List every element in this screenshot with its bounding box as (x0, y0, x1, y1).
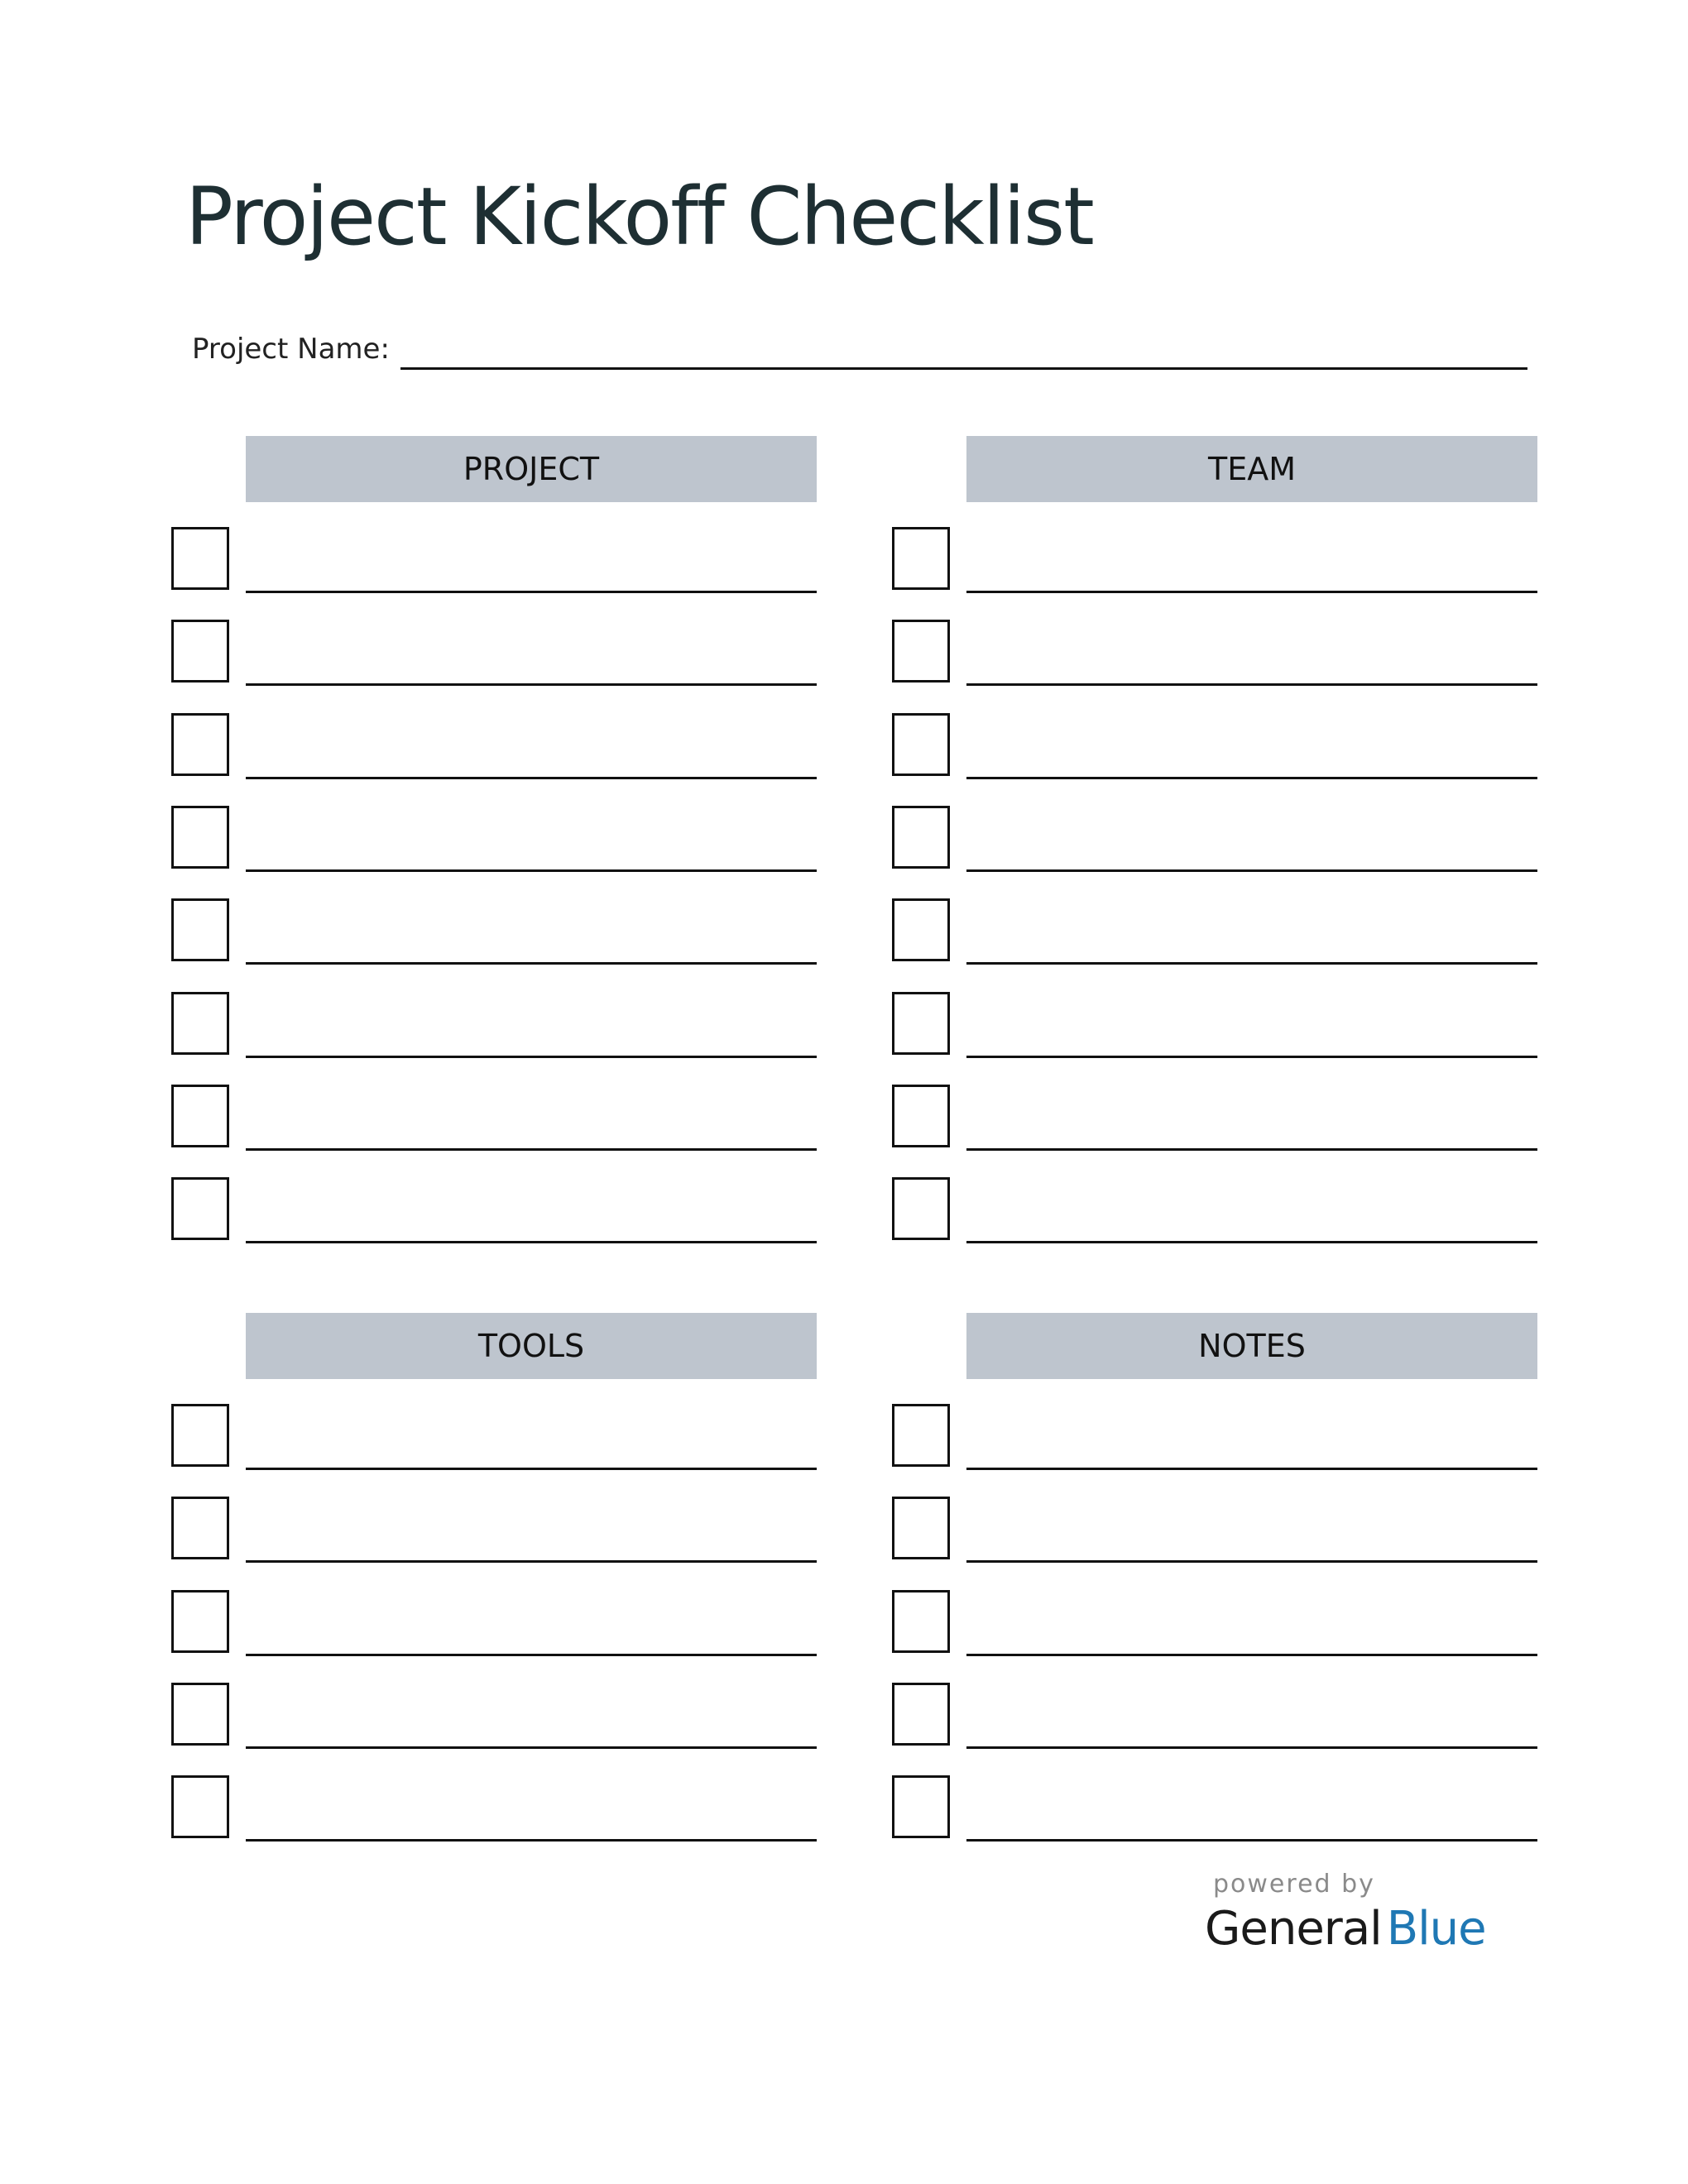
checkbox[interactable] (892, 713, 950, 776)
checkbox[interactable] (171, 527, 229, 590)
entry-line[interactable] (966, 1241, 1537, 1243)
checklist-row (892, 1497, 1537, 1564)
entry-line[interactable] (246, 683, 817, 686)
checklist-row (171, 1177, 817, 1245)
checklist-row (171, 1775, 817, 1843)
entry-line[interactable] (966, 1839, 1537, 1842)
checklist-row (892, 1590, 1537, 1658)
checkbox[interactable] (892, 1590, 950, 1653)
checkbox[interactable] (892, 898, 950, 961)
entry-line[interactable] (966, 777, 1537, 779)
page-title: Project Kickoff Checklist (185, 170, 1093, 263)
checklist-row (892, 713, 1537, 781)
entry-line[interactable] (246, 1241, 817, 1243)
checklist-row (171, 992, 817, 1060)
checklist-row (171, 1085, 817, 1152)
checklist-row (171, 806, 817, 874)
entry-line[interactable] (246, 1654, 817, 1656)
checkbox[interactable] (171, 1177, 229, 1240)
entry-line[interactable] (246, 1148, 817, 1151)
checklist-row (171, 713, 817, 781)
checklist-row (892, 1177, 1537, 1245)
checkbox[interactable] (171, 1775, 229, 1838)
entry-line[interactable] (246, 962, 817, 965)
checkbox[interactable] (171, 620, 229, 682)
checklist-row (892, 527, 1537, 595)
entry-line[interactable] (966, 1148, 1537, 1151)
checkbox[interactable] (171, 992, 229, 1055)
checkbox[interactable] (171, 1404, 229, 1467)
checkbox[interactable] (892, 620, 950, 682)
entry-line[interactable] (246, 591, 817, 593)
entry-line[interactable] (966, 1056, 1537, 1058)
checkbox[interactable] (892, 1775, 950, 1838)
project-name-label: Project Name: (192, 333, 390, 366)
entry-line[interactable] (966, 962, 1537, 965)
checklist-row (892, 620, 1537, 687)
entry-line[interactable] (966, 1746, 1537, 1749)
brand-blue: Blue (1386, 1902, 1486, 1956)
checklist-row (171, 1404, 817, 1472)
entry-line[interactable] (246, 869, 817, 872)
checkbox[interactable] (171, 1497, 229, 1559)
checkbox[interactable] (892, 1683, 950, 1746)
checklist-row (171, 1497, 817, 1564)
checklist-row (892, 992, 1537, 1060)
checkbox[interactable] (171, 713, 229, 776)
entry-line[interactable] (966, 869, 1537, 872)
entry-line[interactable] (966, 1468, 1537, 1470)
checklist-row (892, 1683, 1537, 1751)
section-header-notes: NOTES (966, 1313, 1537, 1379)
checkbox[interactable] (892, 1177, 950, 1240)
project-name-field[interactable] (400, 367, 1527, 370)
entry-line[interactable] (246, 1468, 817, 1470)
checklist-row (892, 898, 1537, 966)
entry-line[interactable] (966, 683, 1537, 686)
entry-line[interactable] (246, 1056, 817, 1058)
entry-line[interactable] (966, 591, 1537, 593)
checkbox[interactable] (892, 806, 950, 869)
entry-line[interactable] (246, 1560, 817, 1563)
checkbox[interactable] (892, 992, 950, 1055)
checklist-row (171, 1590, 817, 1658)
checkbox[interactable] (171, 806, 229, 869)
checkbox[interactable] (171, 1085, 229, 1147)
checkbox[interactable] (892, 527, 950, 590)
checklist-row (892, 1085, 1537, 1152)
section-header-tools: TOOLS (246, 1313, 817, 1379)
entry-line[interactable] (246, 1839, 817, 1842)
checkbox[interactable] (171, 1683, 229, 1746)
checklist-row (892, 1775, 1537, 1843)
checkbox[interactable] (892, 1085, 950, 1147)
checkbox[interactable] (892, 1497, 950, 1559)
checkbox[interactable] (171, 1590, 229, 1653)
entry-line[interactable] (966, 1654, 1537, 1656)
checklist-row (171, 1683, 817, 1751)
entry-line[interactable] (246, 1746, 817, 1749)
brand-logo (1205, 1899, 1486, 1959)
checklist-row (171, 898, 817, 966)
section-header-project: PROJECT (246, 436, 817, 502)
checkbox[interactable] (171, 898, 229, 961)
section-header-team: TEAM (966, 436, 1537, 502)
brand-general: General (1205, 1902, 1382, 1956)
checkbox[interactable] (892, 1404, 950, 1467)
checklist-row (171, 527, 817, 595)
checklist-row (892, 806, 1537, 874)
entry-line[interactable] (966, 1560, 1537, 1563)
entry-line[interactable] (246, 777, 817, 779)
powered-by-text: powered by (1213, 1870, 1375, 1899)
checklist-row (892, 1404, 1537, 1472)
checklist-row (171, 620, 817, 687)
